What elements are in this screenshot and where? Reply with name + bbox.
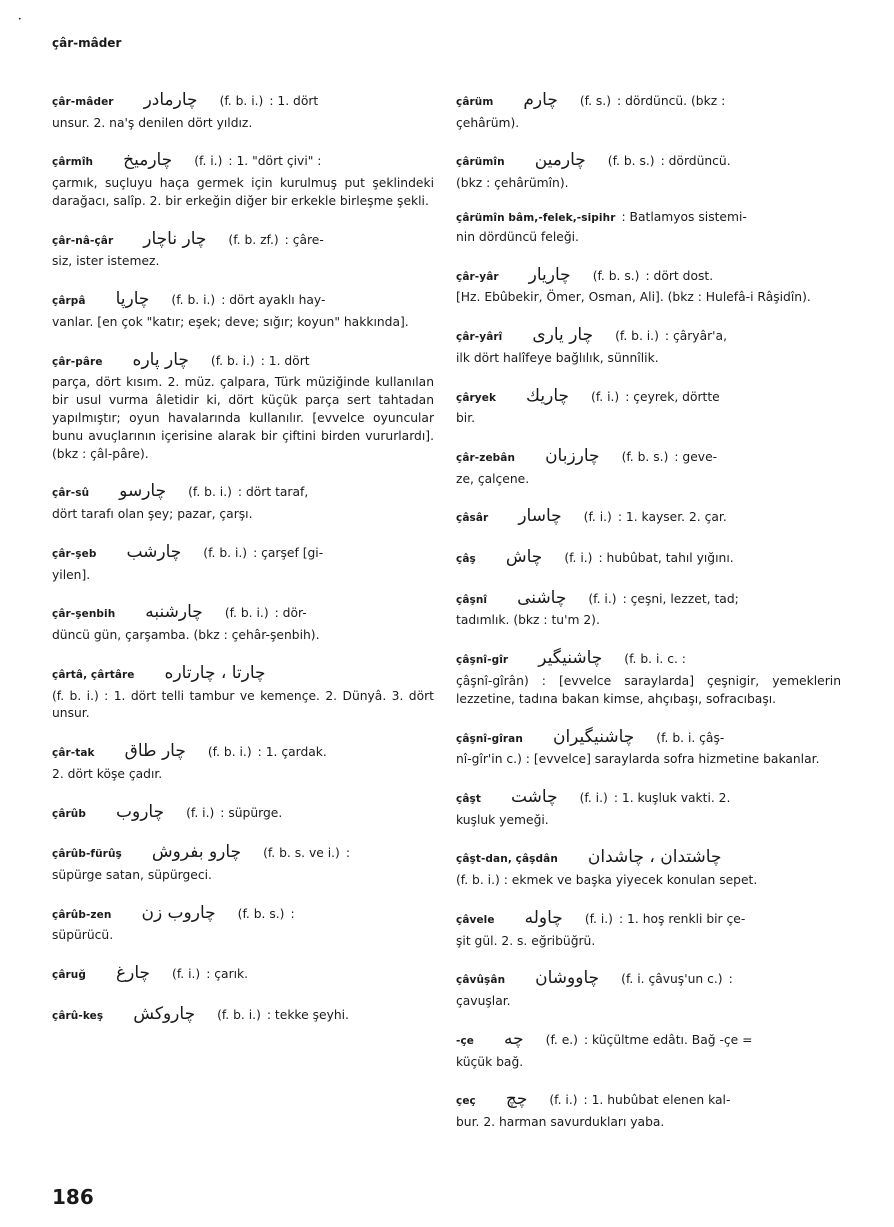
dictionary-entry [456, 845, 841, 889]
definition-continuation: süpürge satan, süpürgeci. [52, 867, 212, 882]
definition-start: : çeşni, lezzet, tad; [622, 591, 739, 606]
definition-continuation: ilk dört halîfeye bağlılık, sünnîlik. [456, 350, 659, 365]
arabic-script: چار ناچار [143, 228, 207, 249]
entry-head [456, 323, 841, 348]
arabic-script: چارزبان [545, 446, 600, 466]
grammar-label: (f. i.) [172, 967, 201, 982]
grammar-label: (f. b. zf.) [228, 232, 279, 247]
arabic-script: چاسار [518, 506, 562, 527]
arabic-script: چاوله [524, 907, 563, 928]
grammar-label: (f. b. i.) [615, 329, 659, 344]
headword: çâr-sû [52, 487, 90, 500]
arabic-script: چارو بفروش [151, 842, 242, 863]
entry-head [52, 287, 434, 312]
arabic-script: چاروکش [133, 1003, 196, 1024]
dictionary-entry [52, 1002, 434, 1027]
grammar-label: (f. b. i.) [188, 485, 232, 500]
grammar-label: (f. b. i.) [224, 606, 269, 621]
arabic-script: چار طاق [124, 741, 186, 762]
running-head: çâr-mâder [52, 36, 122, 50]
entry-head [52, 961, 434, 986]
grammar-label: (f. i.) [186, 805, 215, 820]
grammar-label: (f. b. i.) [171, 293, 216, 308]
entry-head [52, 479, 434, 504]
arabic-script: چار یاری [532, 325, 594, 346]
headword: çâr-nâ-çâr [52, 234, 114, 247]
dictionary-entry [52, 661, 434, 723]
headword: çâr-zebân [456, 452, 516, 464]
arabic-script: چه [504, 1028, 524, 1049]
definition-start: : geve- [674, 450, 718, 464]
entry-head [456, 1027, 841, 1052]
entry-head [52, 840, 434, 865]
headword: çârûb-zen [52, 908, 112, 921]
dictionary-entry [52, 479, 434, 523]
page-number: 186 [52, 1185, 94, 1209]
grammar-label: (f. i.) [584, 911, 613, 926]
dictionary-entry [456, 725, 841, 769]
definition-continuation: (bkz : çehârümîn). [456, 176, 569, 191]
headword: çârûb-fürûş [52, 848, 122, 861]
definition-start: : dört taraf, [237, 485, 309, 500]
definition-start: : 1. dört [269, 94, 319, 108]
arabic-script: چاشنیگیران [552, 726, 635, 747]
definition-start: : dördüncü. (bkz : [617, 94, 726, 108]
definition-continuation: bur. 2. harman savurdukları yaba. [456, 1114, 665, 1129]
definition-start: : çeyrek, dörtte [625, 389, 720, 404]
dictionary-entry [456, 148, 841, 192]
headword: çâr-tak [52, 747, 95, 760]
definition-continuation: nin dördüncü feleği. [456, 229, 579, 244]
dictionary-entry [456, 444, 841, 488]
dictionary-entry [456, 1087, 841, 1131]
dictionary-entry [456, 323, 841, 367]
headword: çâşnî-gîran [456, 732, 523, 745]
arabic-script: چاریك [526, 385, 570, 406]
definition-start: : dört ayaklı hay- [221, 293, 326, 308]
grammar-label: (f. b. i.) [203, 545, 248, 560]
grammar-label: (f. b. i. çâş- [656, 730, 725, 745]
headword: çârpâ [52, 295, 86, 308]
dictionary-entry [52, 600, 434, 644]
grammar-label: (f. b. i.) [219, 94, 264, 108]
entry-head [52, 348, 434, 373]
dictionary-entry [456, 906, 841, 950]
grammar-label: (f. b. i.) [210, 353, 255, 368]
entry-head [52, 800, 434, 825]
dictionary-entry [52, 88, 434, 132]
definition-continuation: vanlar. [en çok "katır; eşek; deve; sığır; koyun" hakkında]. [52, 314, 409, 329]
entry-head [456, 545, 841, 570]
grammar-label: (f. i.) [549, 1093, 578, 1108]
definition-continuation: parça, dört kısım. 2. müz. çalpara, Türk müziğinde kullanılan bir usul vurma âletidir ki, dört küçük parça sert tahtadan yapılmıştır; oyun havalarında kullanılır. [evvelce oyuncular bunu avuçlarının içerisine alarak bir çiftini birden vururlardı]. (bkz : çâl-pâre). [52, 375, 434, 461]
entry-head [456, 966, 841, 991]
left-column [52, 88, 434, 1043]
definition-start: : dördüncü. [660, 154, 731, 169]
headword: çâşnî [456, 593, 488, 606]
definition-start: : tekke şeyhi. [266, 1007, 349, 1022]
entry-head [52, 600, 434, 625]
entry-head [52, 661, 434, 686]
definition-start: : çâryâr'a, [664, 329, 727, 344]
entry-head [52, 1002, 434, 1027]
arabic-script: چارتا ، چارتاره [164, 662, 266, 683]
dictionary-entry [52, 800, 434, 825]
dictionary-entry [456, 384, 841, 428]
grammar-label: (f. b. i.) [217, 1007, 261, 1022]
entry-head [52, 88, 434, 113]
grammar-label: (f. b. s. ve i.) [263, 846, 340, 861]
dictionary-entry [456, 586, 841, 630]
grammar-label: (f. b. i. c. : [624, 652, 686, 667]
entry-head [52, 739, 434, 764]
dictionary-entry [52, 227, 434, 271]
grammar-label: (f. b. i.) [207, 745, 252, 760]
headword: çâşt [456, 792, 481, 805]
definition-continuation: siz, ister istemez. [52, 254, 160, 269]
definition-continuation: süpürücü. [52, 928, 114, 943]
grammar-label: (f. b. s.) [592, 268, 640, 283]
dictionary-entry [52, 148, 434, 210]
grammar-label: (f. i.) [588, 591, 617, 606]
definition-start: : [728, 972, 733, 987]
grammar-label: (f. i.) [579, 790, 608, 805]
definition-start: : çâre- [284, 232, 324, 247]
arabic-script: چار پاره [132, 349, 189, 370]
definition-start: : çarık. [206, 967, 249, 982]
headword: çâr-şenbih [52, 608, 116, 621]
definition-start: : dör- [274, 606, 307, 621]
definition-continuation: küçük bağ. [456, 1054, 524, 1069]
definition-start: : [345, 846, 351, 861]
entry-head [456, 725, 841, 750]
arabic-script: چاریار [528, 264, 571, 285]
grammar-label: (f. b. s.) [237, 906, 285, 921]
definition-start: : Batlamyos sistemi- [621, 209, 747, 224]
entry-head [456, 1087, 841, 1112]
definition-start: : 1. kuşluk vakti. 2. [613, 790, 731, 805]
definition-start: : 1. hoş renkli bir çe- [619, 911, 746, 926]
arabic-script: چاشت [510, 786, 558, 807]
dictionary-entry [52, 287, 434, 331]
grammar-label: (f. i.) [591, 389, 620, 404]
arabic-script: چارمین [534, 150, 586, 171]
definition-start: : süpürge. [220, 805, 283, 820]
definition-continuation: nî-gîr'in c.) : [evvelce] saraylarda sofra hizmetine bakanlar. [456, 752, 820, 767]
arabic-script: چاش [505, 547, 543, 568]
entry-head [52, 148, 434, 173]
headword: çâr-pâre [52, 355, 103, 368]
entry-head [456, 209, 841, 227]
definition-continuation: (f. b. i.) : ekmek ve başka yiyecek konulan sepet. [456, 873, 758, 888]
entry-head [456, 88, 841, 113]
arabic-script: چارم [523, 90, 558, 110]
arabic-script: چارسو [119, 481, 167, 502]
definition-continuation: unsur. 2. na'ş denilen dört yıldız. [52, 115, 253, 130]
corner-mark: • [18, 16, 22, 23]
definition-start: : çarşef [gi- [253, 545, 324, 560]
entry-head [456, 504, 841, 529]
entry-head [52, 901, 434, 926]
headword: çâvele [456, 913, 495, 926]
arabic-script: چارمیخ [123, 150, 173, 171]
entry-head [52, 540, 434, 565]
definition-start: : 1. hubûbat elenen kal- [583, 1093, 731, 1108]
dictionary-entry [52, 840, 434, 884]
dictionary-entry [456, 545, 841, 570]
grammar-label: (f. e.) [545, 1032, 578, 1047]
dictionary-entry [52, 540, 434, 584]
arabic-script: چاشنیگیر [538, 648, 603, 669]
dictionary-entry [52, 739, 434, 783]
grammar-label: (f. b. s.) [607, 154, 655, 169]
headword: çâvûşân [456, 974, 506, 987]
headword: çârûb [52, 807, 86, 820]
entry-head [456, 785, 841, 810]
definition-continuation: çehârüm). [456, 115, 520, 130]
headword: -çe [456, 1034, 475, 1047]
entry-head [456, 384, 841, 409]
definition-continuation: şit gül. 2. s. eğribüğrü. [456, 933, 596, 948]
entry-head [456, 444, 841, 469]
arabic-script: چاروب [115, 801, 165, 822]
grammar-label: (f. i. çâvuş'un c.) [621, 972, 723, 987]
arabic-script: چاروب زن [141, 902, 216, 923]
dictionary-entry [456, 263, 841, 307]
grammar-label: (f. i.) [583, 510, 612, 525]
headword: çârümîn bâm,-felek,-sipihr [456, 211, 616, 224]
arabic-script: چارپا [115, 289, 150, 310]
entry-head [52, 227, 434, 252]
entry-head [456, 906, 841, 931]
definition-continuation: yilen]. [52, 567, 91, 582]
definition-continuation: [Hz. Ebûbekir, Ömer, Osman, Ali]. (bkz : Hulefâ-i Râşidîn). [456, 290, 811, 305]
definition-continuation: dört tarafı olan şey; pazar, çarşı. [52, 507, 253, 522]
arabic-script: چاشنی [517, 587, 567, 608]
definition-start: : 1. "dört çivi" : [228, 154, 322, 169]
definition-continuation: çâşnî-gîrân) : [evvelce saraylarda] çeşnigir, yemeklerin lezzetine, tadına bakan kimse, ahçıbaşı, sofracıbaşı. [456, 673, 841, 706]
dictionary-entry [456, 88, 841, 132]
grammar-label: (f. s.) [579, 94, 612, 108]
definition-continuation: bir. [456, 411, 476, 426]
definition-continuation: (f. b. i.) : 1. dört telli tambur ve kemençe. 2. Dünyâ. 3. dört unsur. [52, 688, 434, 721]
headword: çâş [456, 553, 476, 566]
entry-head [456, 845, 841, 870]
headword: çârüm [456, 96, 494, 108]
arabic-script: چارمادر [143, 90, 198, 110]
headword: çâşt-dan, çâşdân [456, 853, 558, 866]
definition-start: : 1. dört [260, 353, 310, 368]
arabic-script: چچ [505, 1089, 528, 1110]
dictionary-entry [52, 901, 434, 945]
headword: çârtâ, çârtâre [52, 668, 135, 681]
dictionary-entry [52, 961, 434, 986]
headword: çârümîn [456, 156, 505, 169]
right-column [456, 88, 841, 1148]
definition-continuation: 2. dört köşe çadır. [52, 766, 163, 781]
dictionary-entry [456, 966, 841, 1010]
grammar-label: (f. i.) [564, 551, 593, 566]
arabic-script: چارشب [126, 541, 182, 562]
definition-continuation: düncü gün, çarşamba. (bkz : çehâr-şenbih). [52, 628, 320, 643]
definition-start: : dört dost. [645, 268, 714, 283]
grammar-label: (f. b. s.) [621, 450, 669, 464]
dictionary-entry [456, 785, 841, 829]
definition-continuation: kuşluk yemeği. [456, 812, 549, 827]
entry-head [456, 586, 841, 611]
definition-start: : küçültme edâtı. Bağ -çe = [583, 1032, 753, 1047]
definition-start: : 1. çardak. [257, 745, 327, 760]
grammar-label: (f. i.) [194, 154, 223, 169]
headword: çâryek [456, 391, 497, 404]
arabic-script: چاشتدان ، چاشدان [587, 847, 722, 868]
definition-continuation: çavuşlar. [456, 994, 511, 1009]
definition-continuation: tadımlık. (bkz : tu'm 2). [456, 613, 600, 628]
arabic-script: چارشنبه [145, 602, 203, 623]
entry-head [456, 263, 841, 288]
headword: çâr-yârî [456, 331, 503, 344]
definition-start: : [290, 906, 295, 921]
headword: çâr-mâder [52, 96, 114, 108]
entry-head [456, 646, 841, 671]
definition-continuation: çarmık, suçluyu haça germek için kurulmuş put şeklindeki darağacı, salîp. 2. bir erkeğin diğer bir erkekle birleşme şekli. [52, 176, 434, 208]
definition-start: : hubûbat, tahıl yığını. [598, 551, 734, 566]
dictionary-entry [456, 1027, 841, 1071]
headword: çâr-şeb [52, 547, 97, 560]
headword: çâsâr [456, 512, 489, 525]
headword: çâşnî-gîr [456, 654, 509, 667]
headword: çâr-yâr [456, 270, 499, 283]
arabic-script: چارغ [115, 963, 151, 984]
dictionary-entry [456, 209, 841, 247]
definition-continuation: ze, çalçene. [456, 471, 530, 486]
dictionary-entry [456, 504, 841, 529]
definition-start: : 1. kayser. 2. çar. [617, 510, 727, 525]
headword: çârû-keş [52, 1009, 104, 1022]
dictionary-entry [52, 348, 434, 464]
headword: çeç [456, 1095, 476, 1108]
arabic-script: چاووشان [535, 968, 600, 989]
dictionary-entry [456, 646, 841, 708]
headword: çârmîh [52, 156, 94, 169]
headword: çâruğ [52, 969, 86, 982]
entry-head [456, 148, 841, 173]
